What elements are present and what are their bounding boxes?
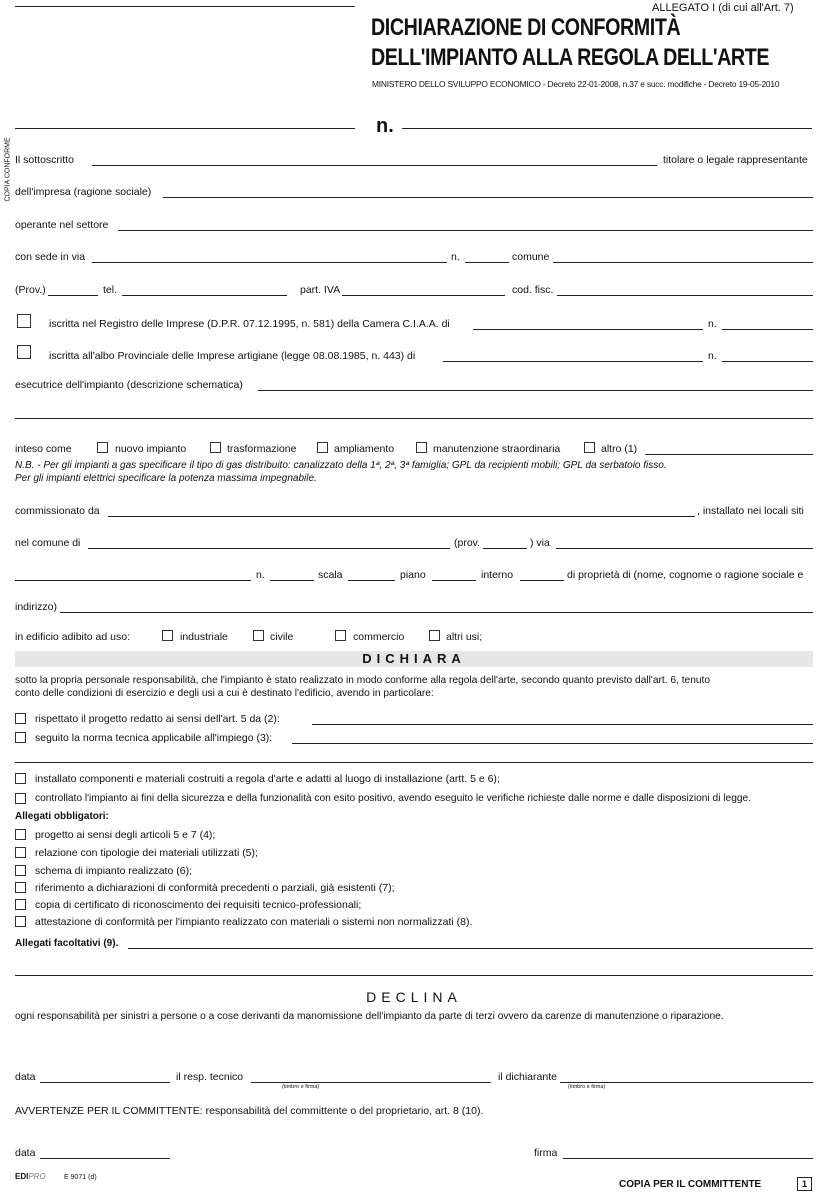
scala-field[interactable] <box>348 580 395 581</box>
prov2-field[interactable] <box>483 548 527 549</box>
dichiarante-label: il dichiarante <box>498 1071 557 1083</box>
allegato-relazione-label: relazione con tipologie dei materiali utilizzati (5); <box>35 847 258 859</box>
albo-n-label: n. <box>708 350 717 362</box>
tel-label: tel. <box>103 284 118 296</box>
scala-label: scala <box>318 569 343 581</box>
tel-field[interactable] <box>122 295 287 296</box>
n2-field[interactable] <box>270 580 314 581</box>
piva-field[interactable] <box>342 295 505 296</box>
allegato-riferimento-label: riferimento a dichiarazioni di conformità precedenti o parziali, già esistenti (7); <box>35 882 395 894</box>
avvertenze-text: AVVERTENZE PER IL COMMITTENTE: responsabilità del committente o del proprietario, art. 8 (10). <box>15 1105 484 1117</box>
resp-tecnico-label: il resp. tecnico <box>176 1071 244 1083</box>
data-label: data <box>15 1071 36 1083</box>
commercio-checkbox[interactable] <box>335 630 346 641</box>
doc-number-left-line[interactable] <box>15 128 355 129</box>
commissionato-label: commissionato da <box>15 505 100 517</box>
title-line-1: DICHIARAZIONE DI CONFORMITÀ <box>371 14 681 41</box>
industriale-checkbox[interactable] <box>162 630 173 641</box>
dichiara-heading: DICHIARA <box>362 651 466 666</box>
allegato-schema-checkbox[interactable] <box>15 865 26 876</box>
comune-field[interactable] <box>553 262 813 263</box>
interno-label: interno <box>481 569 514 581</box>
form-code: E 9071 (d) <box>64 1174 97 1181</box>
data2-label: data <box>15 1147 36 1159</box>
sede-n-field[interactable] <box>465 262 509 263</box>
albo-n-field[interactable] <box>722 361 813 362</box>
altro-label: altro (1) <box>601 443 638 455</box>
via2-continue-field[interactable] <box>15 580 251 581</box>
prov-field[interactable] <box>48 295 98 296</box>
title-line-2: DELL'IMPIANTO ALLA REGOLA DELL'ARTE <box>371 44 770 71</box>
impresa-label: dell'impresa (ragione sociale) <box>15 186 152 198</box>
piano-label: piano <box>400 569 426 581</box>
allegati-obbligatori-label: Allegati obbligatori: <box>15 811 109 822</box>
piva-label: part. IVA <box>300 284 341 296</box>
progetto-label: rispettato il progetto redatto ai sensi dell'art. 5 da (2): <box>35 713 280 725</box>
registro-label: iscritta nel Registro delle Imprese (D.P.R. 07.12.1995, n. 581) della Camera C.I.A.A. di <box>49 318 450 330</box>
altri-usi-label: altri usi; <box>446 631 483 643</box>
allegati-facoltativi-field-2[interactable] <box>15 975 813 976</box>
subtitle-decreto: MINISTERO DELLO SVILUPPO ECONOMICO - Decreto 22-01-2008, n.37 e succ. modifiche - Decreto 19-05-2010 <box>372 79 780 89</box>
manutenzione-checkbox[interactable] <box>416 442 427 453</box>
copia-conforme-vertical: COPIA CONFORME <box>4 137 12 202</box>
nb-gas-note: N.B. - Per gli impianti a gas specificare il tipo di gas distribuito: canalizzato della 1ª, 2ª, 3ª famiglia; GPL da recipienti mobili; GPL da serbatoio fisso. <box>15 460 667 471</box>
allegato-progetto-label: progetto ai sensi degli articoli 5 e 7 (4); <box>35 829 216 841</box>
norma-field-2[interactable] <box>15 762 813 763</box>
manutenzione-label: manutenzione straordinaria <box>433 443 561 455</box>
esecutrice-label: esecutrice dell'impianto (descrizione schematica) <box>15 379 243 391</box>
data2-field[interactable] <box>40 1158 170 1159</box>
commercio-label: commercio <box>353 631 405 643</box>
allegato-certificato-checkbox[interactable] <box>15 899 26 910</box>
sottoscritto-label: Il sottoscritto <box>15 154 74 166</box>
allegati-facoltativi-field[interactable] <box>128 948 813 949</box>
data-field[interactable] <box>40 1082 170 1083</box>
firma-field[interactable] <box>563 1158 813 1159</box>
settore-field[interactable] <box>118 230 813 231</box>
interno-field[interactable] <box>520 580 564 581</box>
sede-via-field[interactable] <box>92 262 447 263</box>
allegato-progetto-checkbox[interactable] <box>15 829 26 840</box>
industriale-label: industriale <box>180 631 228 643</box>
esecutrice-field-1[interactable] <box>258 390 813 391</box>
norma-field[interactable] <box>292 743 813 744</box>
sede-n-label: n. <box>451 251 460 263</box>
copia-committente-label: COPIA PER IL COMMITTENTE <box>619 1179 762 1190</box>
installato-label: , installato nei locali siti <box>697 505 804 517</box>
indirizzo-label: indirizzo) <box>15 601 58 613</box>
declina-text: ogni responsabilità per sinistri a persone o a cose derivanti da manomissione dell'impianto da parte di terzi ovvero da carenze di manutenzione o riparazione. <box>15 1011 724 1022</box>
altri-usi-checkbox[interactable] <box>429 630 440 641</box>
impresa-field[interactable] <box>163 197 813 198</box>
allegato-relazione-checkbox[interactable] <box>15 847 26 858</box>
altro-field[interactable] <box>645 454 813 455</box>
norma-label: seguito la norma tecnica applicabile all'impiego (3): <box>35 732 273 744</box>
comune-label: comune <box>512 251 550 263</box>
declina-heading: DECLINA <box>366 989 462 1005</box>
installato-text: installato componenti e materiali costruiti a regola d'arte e adatti al luogo di installazione (artt. 5 e 6); <box>35 773 500 785</box>
albo-di-field[interactable] <box>443 361 703 362</box>
allegato-attestazione-label: attestazione di conformità per l'impianto realizzato con materiali o sistemi non normalizzati (8). <box>35 916 473 928</box>
controllato-checkbox[interactable] <box>15 793 26 804</box>
allegato-attestazione-checkbox[interactable] <box>15 916 26 927</box>
edificio-label: in edificio adibito ad uso: <box>15 631 130 643</box>
n2-label: n. <box>256 569 265 581</box>
ampliamento-checkbox[interactable] <box>317 442 328 453</box>
resp-tecnico-field[interactable] <box>251 1082 491 1083</box>
civile-label: civile <box>270 631 294 643</box>
top-left-rule <box>15 6 355 7</box>
dichiara-text-2: conto delle condizioni di esercizio e degli usi a cui è destinato l'edificio, avendo in particolare: <box>15 688 434 699</box>
page-number: 1 <box>797 1177 812 1191</box>
albo-checkbox[interactable] <box>17 345 31 359</box>
prov-label: (Prov.) <box>15 284 46 296</box>
allegato-label: ALLEGATO I (di cui all'Art. 7) <box>652 2 794 14</box>
proprieta-label: di proprietà di (nome, cognome o ragione sociale e <box>567 569 804 581</box>
progetto-field[interactable] <box>312 724 813 725</box>
esecutrice-field-2[interactable] <box>15 418 813 419</box>
doc-number-line[interactable] <box>402 128 812 129</box>
dichiarante-field[interactable] <box>560 1082 813 1083</box>
dichiara-text-1: sotto la propria personale responsabilità, che l'impianto è stato realizzato in modo conforme alla regola dell'arte, secondo quanto previsto dall'art. 6, tenuto <box>15 675 711 686</box>
resp-timbro-label: (timbro e firma) <box>282 1084 320 1090</box>
registro-camera-field[interactable] <box>473 329 703 330</box>
trasformazione-label: trasformazione <box>227 443 297 455</box>
codfisc-label: cod. fisc. <box>512 284 554 296</box>
piano-field[interactable] <box>432 580 476 581</box>
allegati-facoltativi-label: Allegati facoltativi (9). <box>15 938 119 949</box>
dichiarante-timbro-label: (timbro e firma) <box>568 1084 606 1090</box>
codfisc-field[interactable] <box>557 295 813 296</box>
publisher-logo: EDIPRO <box>15 1172 46 1181</box>
nb-elettrici-note: Per gli impianti elettrici specificare la potenza massima impegnabile. <box>15 473 317 484</box>
registro-checkbox[interactable] <box>17 314 31 328</box>
via2-label: ) via <box>530 537 550 549</box>
sottoscritto-field[interactable] <box>92 165 657 166</box>
via2-field[interactable] <box>556 548 813 549</box>
settore-label: operante nel settore <box>15 219 109 231</box>
prov2-label: (prov. <box>454 537 481 549</box>
norma-checkbox[interactable] <box>15 732 26 743</box>
progetto-checkbox[interactable] <box>15 713 26 724</box>
allegato-schema-label: schema di impianto realizzato (6); <box>35 865 192 877</box>
doc-number-label: n. <box>376 115 394 137</box>
indirizzo-field[interactable] <box>60 612 813 613</box>
commissionato-field[interactable] <box>108 516 695 517</box>
installato-checkbox[interactable] <box>15 773 26 784</box>
nel-comune-label: nel comune di <box>15 537 81 549</box>
sede-label: con sede in via <box>15 251 86 263</box>
trasformazione-checkbox[interactable] <box>210 442 221 453</box>
titolare-label: titolare o legale rappresentante <box>663 154 808 166</box>
albo-label: iscritta all'albo Provinciale delle Imprese artigiane (legge 08.08.1985, n. 443) di <box>49 350 416 362</box>
nuovo-impianto-checkbox[interactable] <box>97 442 108 453</box>
registro-n-field[interactable] <box>722 329 813 330</box>
allegato-certificato-label: copia di certificato di riconoscimento dei requisiti tecnico-professionali; <box>35 899 362 911</box>
nuovo-impianto-label: nuovo impianto <box>115 443 187 455</box>
nel-comune-field[interactable] <box>88 548 450 549</box>
firma-label: firma <box>534 1147 558 1159</box>
allegato-riferimento-checkbox[interactable] <box>15 882 26 893</box>
civile-checkbox[interactable] <box>253 630 264 641</box>
altro-checkbox[interactable] <box>584 442 595 453</box>
ampliamento-label: ampliamento <box>334 443 395 455</box>
controllato-text: controllato l'impianto ai fini della sicurezza e della funzionalità con esito positivo, avendo eseguito le verifiche richieste dalle norme e dalle disposizioni di legge. <box>35 793 752 804</box>
inteso-label: inteso come <box>15 443 72 455</box>
registro-n-label: n. <box>708 318 717 330</box>
